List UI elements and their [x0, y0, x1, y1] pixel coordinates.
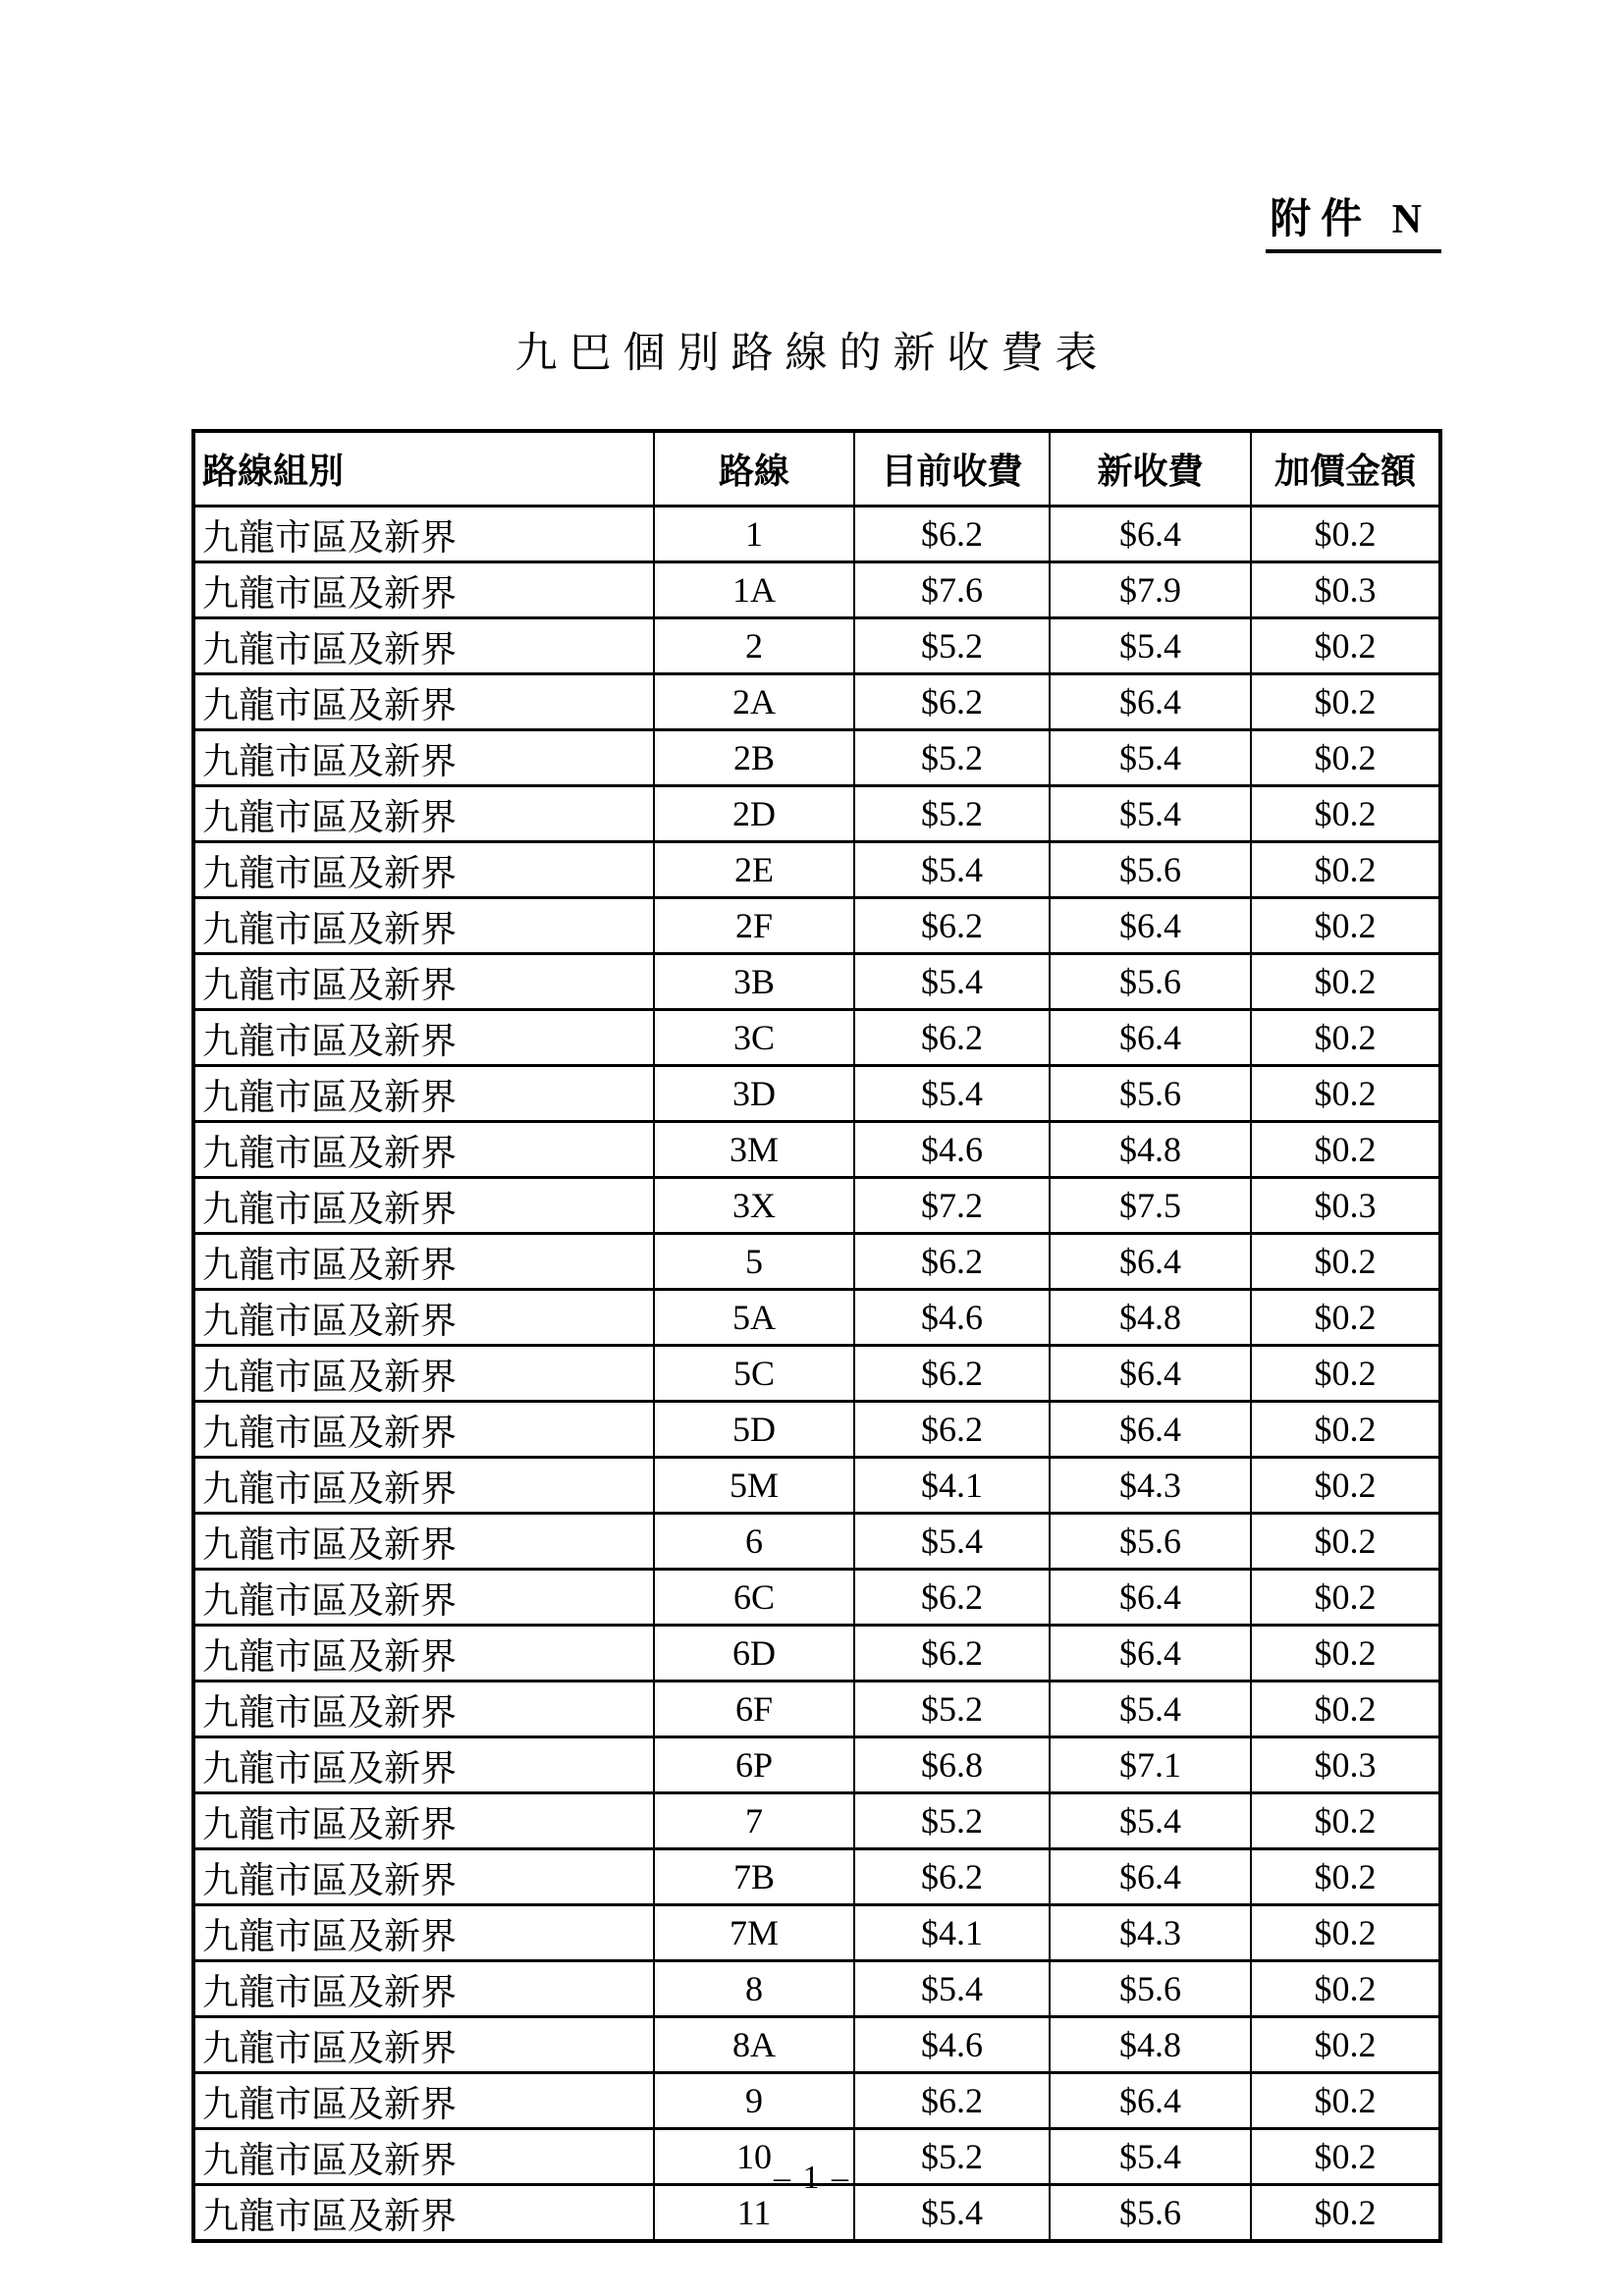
table-row — [193, 1625, 1440, 1681]
cell-route-group: 九龍市區及新界 — [193, 1345, 654, 1401]
cell-increase: $0.2 — [1251, 953, 1440, 1009]
cell-increase: $0.2 — [1251, 1345, 1440, 1401]
cell-current-fare: $5.2 — [854, 785, 1050, 841]
cell-new-fare: $5.4 — [1050, 1681, 1251, 1736]
table-row — [193, 617, 1440, 673]
cell-new-fare: $6.4 — [1050, 673, 1251, 729]
cell-new-fare: $6.4 — [1050, 1345, 1251, 1401]
cell-current-fare: $6.2 — [854, 897, 1050, 953]
cell-new-fare: $6.4 — [1050, 1233, 1251, 1289]
table-row — [193, 785, 1440, 841]
cell-current-fare: $6.2 — [854, 1009, 1050, 1065]
col-header-route-group: 路線組別 — [193, 431, 654, 506]
cell-increase: $0.2 — [1251, 785, 1440, 841]
cell-increase: $0.2 — [1251, 1792, 1440, 1848]
cell-route-group: 九龍市區及新界 — [193, 673, 654, 729]
cell-new-fare: $4.3 — [1050, 1904, 1251, 1960]
cell-current-fare: $4.1 — [854, 1904, 1050, 1960]
cell-increase: $0.2 — [1251, 2184, 1440, 2241]
cell-new-fare: $5.4 — [1050, 617, 1251, 673]
cell-current-fare: $6.2 — [854, 506, 1050, 561]
cell-route: 8A — [654, 2016, 854, 2072]
cell-new-fare: $6.4 — [1050, 1848, 1251, 1904]
fare-table-header — [193, 431, 1440, 506]
cell-new-fare: $5.4 — [1050, 729, 1251, 785]
cell-new-fare: $5.4 — [1050, 2128, 1251, 2184]
cell-current-fare: $6.2 — [854, 2072, 1050, 2128]
cell-increase: $0.2 — [1251, 617, 1440, 673]
cell-route: 5 — [654, 1233, 854, 1289]
cell-route-group: 九龍市區及新界 — [193, 561, 654, 617]
table-row — [193, 561, 1440, 617]
fare-table — [191, 429, 1442, 2243]
cell-current-fare: $6.2 — [854, 1401, 1050, 1457]
cell-current-fare: $5.2 — [854, 617, 1050, 673]
cell-route-group: 九龍市區及新界 — [193, 729, 654, 785]
cell-route: 5C — [654, 1345, 854, 1401]
table-row — [193, 1009, 1440, 1065]
cell-route: 5D — [654, 1401, 854, 1457]
cell-current-fare: $5.4 — [854, 841, 1050, 897]
table-row — [193, 506, 1440, 561]
cell-route-group: 九龍市區及新界 — [193, 1065, 654, 1121]
cell-new-fare: $7.1 — [1050, 1736, 1251, 1792]
cell-new-fare: $6.4 — [1050, 506, 1251, 561]
cell-increase: $0.2 — [1251, 1401, 1440, 1457]
table-row — [193, 1121, 1440, 1177]
cell-route-group: 九龍市區及新界 — [193, 953, 654, 1009]
cell-current-fare: $6.2 — [854, 1569, 1050, 1625]
cell-current-fare: $7.6 — [854, 561, 1050, 617]
cell-current-fare: $4.6 — [854, 1121, 1050, 1177]
cell-new-fare: $5.6 — [1050, 953, 1251, 1009]
cell-increase: $0.2 — [1251, 2072, 1440, 2128]
cell-route: 2F — [654, 897, 854, 953]
cell-route: 3M — [654, 1121, 854, 1177]
cell-route-group: 九龍市區及新界 — [193, 1177, 654, 1233]
cell-route: 6C — [654, 1569, 854, 1625]
cell-route: 6 — [654, 1513, 854, 1569]
cell-route-group: 九龍市區及新界 — [193, 2072, 654, 2128]
cell-new-fare: $4.8 — [1050, 2016, 1251, 2072]
table-row — [193, 1457, 1440, 1513]
cell-increase: $0.2 — [1251, 1625, 1440, 1681]
table-row — [193, 1289, 1440, 1345]
col-header-current-fare: 目前收費 — [854, 431, 1050, 506]
cell-increase: $0.2 — [1251, 729, 1440, 785]
table-row — [193, 1345, 1440, 1401]
table-row — [193, 1513, 1440, 1569]
appendix-label: 附件 N — [1266, 187, 1441, 253]
cell-increase: $0.2 — [1251, 1457, 1440, 1513]
table-row — [193, 1177, 1440, 1233]
header-row — [193, 431, 1440, 506]
cell-route: 2D — [654, 785, 854, 841]
table-row — [193, 1681, 1440, 1736]
cell-route: 1 — [654, 506, 854, 561]
col-header-increase: 加價金額 — [1251, 431, 1440, 506]
cell-increase: $0.2 — [1251, 1904, 1440, 1960]
cell-route-group: 九龍市區及新界 — [193, 1121, 654, 1177]
cell-route-group: 九龍市區及新界 — [193, 1736, 654, 1792]
cell-increase: $0.2 — [1251, 1121, 1440, 1177]
cell-route-group: 九龍市區及新界 — [193, 1457, 654, 1513]
cell-new-fare: $5.6 — [1050, 2184, 1251, 2241]
cell-route-group: 九龍市區及新界 — [193, 1289, 654, 1345]
cell-new-fare: $6.4 — [1050, 1569, 1251, 1625]
table-row — [193, 841, 1440, 897]
cell-route: 5M — [654, 1457, 854, 1513]
page-title: 九巴個別路線的新收費表 — [514, 331, 1110, 377]
page-number: – 1 – — [774, 2160, 850, 2196]
cell-new-fare: $7.5 — [1050, 1177, 1251, 1233]
cell-route: 11 — [654, 2184, 854, 2241]
table-row — [193, 1401, 1440, 1457]
table-row — [193, 1960, 1440, 2016]
cell-route-group: 九龍市區及新界 — [193, 1233, 654, 1289]
cell-route: 2A — [654, 673, 854, 729]
table-row — [193, 1848, 1440, 1904]
cell-route-group: 九龍市區及新界 — [193, 785, 654, 841]
cell-route-group: 九龍市區及新界 — [193, 1625, 654, 1681]
cell-increase: $0.2 — [1251, 1233, 1440, 1289]
cell-current-fare: $4.1 — [854, 1457, 1050, 1513]
cell-new-fare: $6.4 — [1050, 897, 1251, 953]
cell-route-group: 九龍市區及新界 — [193, 841, 654, 897]
cell-route: 10 — [654, 2128, 854, 2184]
cell-increase: $0.2 — [1251, 1513, 1440, 1569]
cell-new-fare: $6.4 — [1050, 1009, 1251, 1065]
cell-route-group: 九龍市區及新界 — [193, 1401, 654, 1457]
cell-new-fare: $6.4 — [1050, 1625, 1251, 1681]
table-row — [193, 1904, 1440, 1960]
cell-new-fare: $5.6 — [1050, 841, 1251, 897]
cell-current-fare: $6.8 — [854, 1736, 1050, 1792]
cell-new-fare: $5.6 — [1050, 1065, 1251, 1121]
cell-new-fare: $5.4 — [1050, 1792, 1251, 1848]
cell-current-fare: $5.2 — [854, 1792, 1050, 1848]
cell-route: 1A — [654, 561, 854, 617]
cell-increase: $0.3 — [1251, 1736, 1440, 1792]
cell-current-fare: $5.4 — [854, 2184, 1050, 2241]
cell-route: 6D — [654, 1625, 854, 1681]
cell-increase: $0.2 — [1251, 1848, 1440, 1904]
cell-route: 2E — [654, 841, 854, 897]
cell-current-fare: $6.2 — [854, 1625, 1050, 1681]
cell-route-group: 九龍市區及新界 — [193, 1513, 654, 1569]
cell-route: 7B — [654, 1848, 854, 1904]
cell-route: 9 — [654, 2072, 854, 2128]
table-row — [193, 2072, 1440, 2128]
cell-route: 2B — [654, 729, 854, 785]
cell-route-group: 九龍市區及新界 — [193, 1792, 654, 1848]
cell-new-fare: $6.4 — [1050, 2072, 1251, 2128]
cell-increase: $0.2 — [1251, 673, 1440, 729]
cell-current-fare: $6.2 — [854, 673, 1050, 729]
cell-increase: $0.2 — [1251, 1569, 1440, 1625]
cell-route-group: 九龍市區及新界 — [193, 2128, 654, 2184]
table-row — [193, 2016, 1440, 2072]
cell-route: 6P — [654, 1736, 854, 1792]
table-row — [193, 1065, 1440, 1121]
cell-new-fare: $6.4 — [1050, 1401, 1251, 1457]
cell-route-group: 九龍市區及新界 — [193, 617, 654, 673]
cell-route-group: 九龍市區及新界 — [193, 2184, 654, 2241]
cell-route-group: 九龍市區及新界 — [193, 2016, 654, 2072]
cell-current-fare: $5.2 — [854, 729, 1050, 785]
table-row — [193, 1569, 1440, 1625]
cell-increase: $0.2 — [1251, 1681, 1440, 1736]
cell-route-group: 九龍市區及新界 — [193, 897, 654, 953]
cell-new-fare: $4.8 — [1050, 1121, 1251, 1177]
cell-new-fare: $5.6 — [1050, 1513, 1251, 1569]
cell-route-group: 九龍市區及新界 — [193, 1904, 654, 1960]
cell-new-fare: $5.6 — [1050, 1960, 1251, 2016]
cell-new-fare: $7.9 — [1050, 561, 1251, 617]
cell-increase: $0.2 — [1251, 1065, 1440, 1121]
table-row — [193, 897, 1440, 953]
cell-current-fare: $5.4 — [854, 953, 1050, 1009]
cell-current-fare: $5.4 — [854, 1513, 1050, 1569]
table-row — [193, 1792, 1440, 1848]
cell-route: 2 — [654, 617, 854, 673]
cell-increase: $0.3 — [1251, 1177, 1440, 1233]
table-row — [193, 729, 1440, 785]
cell-current-fare: $5.4 — [854, 1960, 1050, 2016]
cell-new-fare: $5.4 — [1050, 785, 1251, 841]
cell-current-fare: $4.6 — [854, 2016, 1050, 2072]
table-row — [193, 1736, 1440, 1792]
cell-increase: $0.2 — [1251, 841, 1440, 897]
col-header-route: 路線 — [654, 431, 854, 506]
cell-current-fare: $6.2 — [854, 1233, 1050, 1289]
cell-route: 6F — [654, 1681, 854, 1736]
cell-current-fare: $4.6 — [854, 1289, 1050, 1345]
cell-increase: $0.2 — [1251, 1960, 1440, 2016]
cell-route: 3B — [654, 953, 854, 1009]
cell-increase: $0.3 — [1251, 561, 1440, 617]
cell-route-group: 九龍市區及新界 — [193, 1681, 654, 1736]
cell-route-group: 九龍市區及新界 — [193, 506, 654, 561]
cell-current-fare: $6.2 — [854, 1345, 1050, 1401]
cell-increase: $0.2 — [1251, 506, 1440, 561]
cell-new-fare: $4.3 — [1050, 1457, 1251, 1513]
table-row — [193, 673, 1440, 729]
cell-current-fare: $5.2 — [854, 2128, 1050, 2184]
cell-current-fare: $5.2 — [854, 1681, 1050, 1736]
cell-route: 8 — [654, 1960, 854, 2016]
cell-increase: $0.2 — [1251, 1289, 1440, 1345]
cell-route: 7M — [654, 1904, 854, 1960]
cell-increase: $0.2 — [1251, 1009, 1440, 1065]
col-header-new-fare: 新收費 — [1050, 431, 1251, 506]
cell-route-group: 九龍市區及新界 — [193, 1848, 654, 1904]
cell-route: 3C — [654, 1009, 854, 1065]
cell-route: 5A — [654, 1289, 854, 1345]
cell-route-group: 九龍市區及新界 — [193, 1569, 654, 1625]
table-row — [193, 1233, 1440, 1289]
cell-new-fare: $4.8 — [1050, 1289, 1251, 1345]
cell-increase: $0.2 — [1251, 2016, 1440, 2072]
fare-table-body — [193, 506, 1440, 2241]
cell-route-group: 九龍市區及新界 — [193, 1960, 654, 2016]
cell-current-fare: $5.4 — [854, 1065, 1050, 1121]
cell-route: 3X — [654, 1177, 854, 1233]
cell-route-group: 九龍市區及新界 — [193, 1009, 654, 1065]
cell-current-fare: $6.2 — [854, 1848, 1050, 1904]
table-row — [193, 953, 1440, 1009]
cell-increase: $0.2 — [1251, 897, 1440, 953]
cell-route: 7 — [654, 1792, 854, 1848]
cell-current-fare: $7.2 — [854, 1177, 1050, 1233]
cell-increase: $0.2 — [1251, 2128, 1440, 2184]
cell-route: 3D — [654, 1065, 854, 1121]
